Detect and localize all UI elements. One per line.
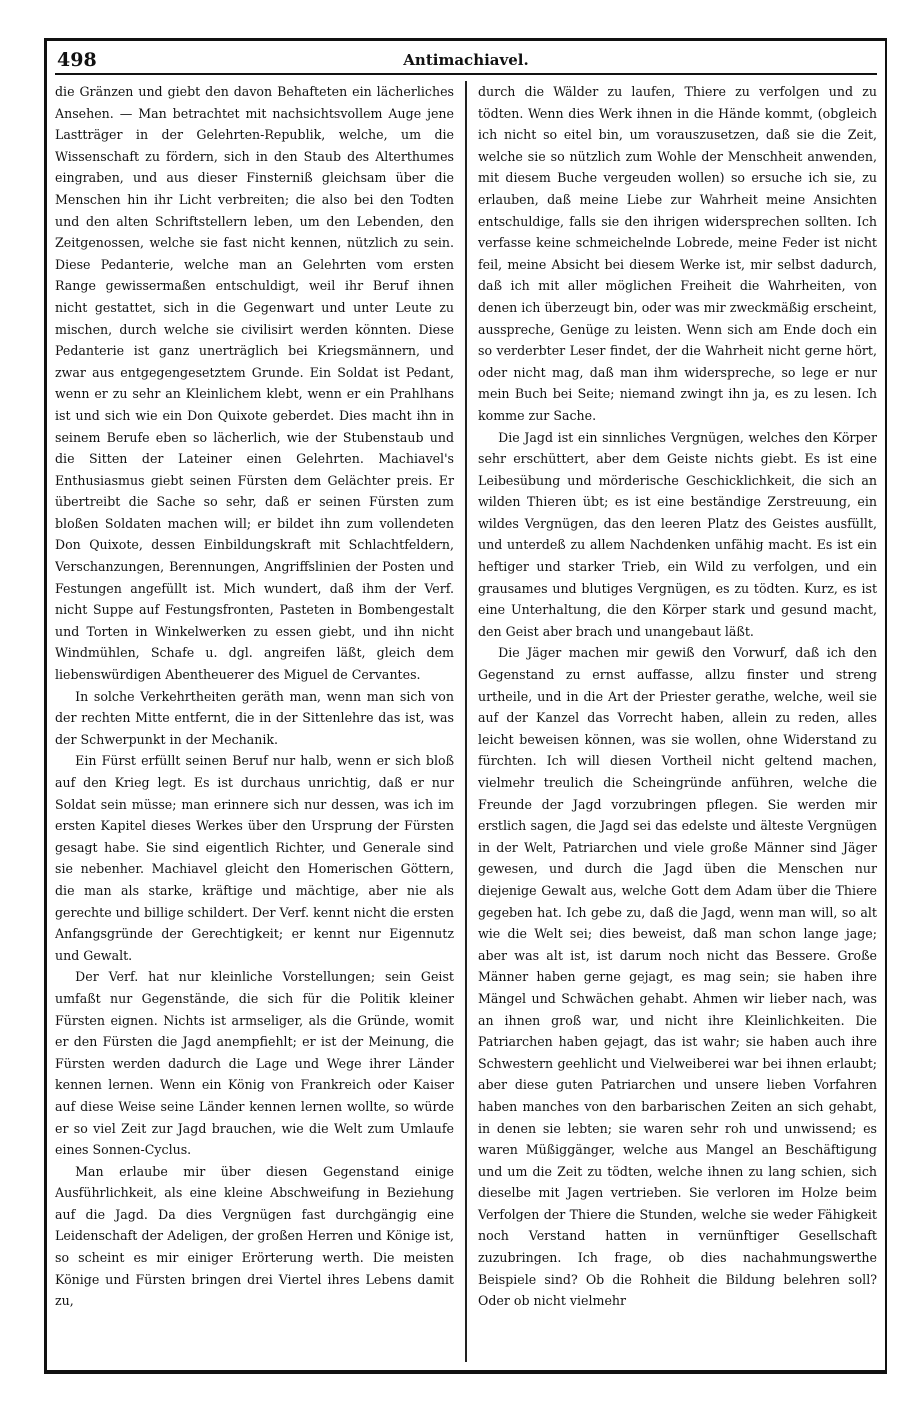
paragraph: Der Verf. hat nur kleinliche Vorstellungen; sein Geist umfaßt nur Gegenstände, die sich für die Politik kleiner Fürsten eignen. Nichts ist armseliger, als die Gründe, womit er den Fürsten die Jagd anempfiehlt; er ist der Meinung, die Fürsten werden dadurch die Lage und Wege ihrer Länder kennen lernen. Wenn ein König von Frankreich oder Kaiser auf diese Weise seine Länder kennen lernen wollte, so würde er so viel Zeit zur Jagd brauchen, wie die Welt zum Umlaufe eines Sonnen-Cyclus. [55, 969, 454, 1158]
paragraph: durch die Wälder zu laufen, Thiere zu verfolgen und zu tödten. Wenn dies Werk ihnen in die Hände kommt, (obgleich ich nicht so eitel bin, um vorauszusetzen, daß sie die Zeit, welche sie so nützlich zum Wohle der Menschheit anwenden, mit diesem Buche vergeuden wollen) so ersuche ich sie, zu erlauben, daß meine Liebe zur Wahrheit meine Ansichten entschuldige, falls sie den ihrigen widersprechen sollten. Ich verfasse keine schmeichelnde Lobrede, meine Feder ist nicht feil, meine Absicht bei diesem Werke ist, mir selbst dadurch, daß ich mit aller möglichen Freiheit die Wahrheiten, von denen ich überzeugt bin, oder was mir zweckmäßig erscheint, ausspreche, Genüge zu leisten. Wenn sich am Ende doch ein so verderbter Leser findet, der die Wahrheit nicht gerne hört, oder nicht mag, daß man ihm widerspreche, so lege er nur mein Buch bei Seite; niemand zwingt ihn ja, es zu lesen. Ich komme zur Sache. [478, 84, 877, 423]
column-divider [465, 81, 467, 1362]
paragraph: Die Jäger machen mir gewiß den Vorwurf, daß ich den Gegenstand zu ernst auffasse, allzu finster und streng urtheile, und in die Art der Priester gerathe, welche, weil sie auf der Kanzel das Vorrecht haben, allein zu reden, alles leicht beweisen können, was sie wollen, ohne Widerstand zu fürchten. Ich will diesen Vortheil nicht geltend machen, vielmehr treulich die Scheingründe anführen, welche die Freunde der Jagd vorzubringen pflegen. Sie werden mir erstlich sagen, die Jagd sei das edelste und älteste Vergnügen in der Welt, Patriarchen und viele große Männer sind Jäger gewesen, und durch die Jagd üben die Menschen nur diejenige Gewalt aus, welche Gott dem Adam über die Thiere gegeben hat. Ich gebe zu, daß die Jagd, wenn man will, so alt wie die Welt sei; dies beweist, daß man schon lange jage; aber was alt ist, ist darum noch nicht das Bessere. Große Männer haben gerne gejagt, es mag sein; sie haben ihre Mängel und Schwächen gehabt. Ahmen wir lieber nach, was an ihnen groß war, und nicht ihre Kleinlichkeiten. Die Patriarchen haben gejagt, das ist wahr; sie haben auch ihre Schwestern geehlicht und Vielweiberei war bei ihnen erlaubt; aber diese guten Patriarchen und unsere lieben Vorfahren haben manches von den barbarischen Zeiten an sich gehabt, in denen sie lebten; sie waren sehr roh und unwissend; es waren Müßiggänger, welche aus Mangel an Beschäftigung und um die Zeit zu tödten, welche ihnen zu lang schien, sich dieselbe mit Jagen vertrieben. Sie verloren im Holze beim Verfolgen der Thiere die Stunden, welche sie weder Fähigkeit noch Verstand hatten in vernünftiger Gesellschaft zuzubringen. Ich frage, ob dies nachahmungswerthe Beispiele sind? Ob die Rohheit die Bildung belehren soll? Oder ob nicht vielmehr [478, 645, 877, 1309]
paragraph: Man erlaube mir über diesen Gegenstand einige Ausführlichkeit, als eine kleine Abschweifung in Beziehung auf die Jagd. Da dies Vergnügen fast durchgängig eine Leidenschaft der Adeligen, der großen Herren und Könige ist, so scheint es mir einiger Erörterung werth. Die meisten Könige und Fürsten bringen drei Viertel ihres Lebens damit zu, [55, 1163, 454, 1309]
right-column [470, 81, 877, 1362]
paragraph: Ein Fürst erfüllt seinen Beruf nur halb, wenn er sich bloß auf den Krieg legt. Es ist durchaus unrichtig, daß er nur Soldat sein müsse; man erinnere sich nur dessen, was ich im ersten Kapitel dieses Werkes über den Ursprung der Fürsten gesagt habe. Sie sind eigentlich Richter, und Generale sind sie nebenher. Machiavel gleicht den Homerischen Göttern, die man als starke, kräftige und mächtige, aber nie als gerechte und billige schildert. Der Verf. kennt nicht die ersten Anfangsgründe der Gerechtigkeit; er kennt nur Eigennutz und Gewalt. [55, 753, 454, 963]
page-header [55, 47, 877, 75]
page-number: 498 [57, 49, 97, 71]
paragraph: die Gränzen und giebt den davon Behafteten ein lächerliches Ansehen. — Man betrachtet mit nachsichtsvollem Auge jene Lastträger in der Gelehrten-Republik, welche, um die Wissenschaft zu fördern, sich in den Staub des Alterthumes eingraben, und aus dieser Finsterniß gleichsam über die Menschen hin ihr Licht verbreiten; die also bei den Todten und den alten Schriftstellern leben, um den Lebenden, den Zeitgenossen, welche sie fast nicht kennen, nützlich zu sein. Diese Pedanterie, welche man an Gelehrten vom ersten Range gewissermaßen entschuldigt, weil ihr Beruf ihnen nicht gestattet, sich in die Gegenwart und unter Leute zu mischen, durch welche sie civilisirt werden könnten. Diese Pedanterie ist ganz unerträglich bei Kriegsmännern, und zwar aus entgegengesetztem Grunde. Ein Soldat ist Pedant, wenn er zu sehr an Kleinlichem klebt, wenn er ein Prahlhans ist und sich wie ein Don Quixote geberdet. Dies macht ihn in seinem Berufe eben so lächerlich, wie der Stubenstaub und die Sitten der Lateiner einen Gelehrten. Machiavel's Enthusiasmus giebt seinen Fürsten dem Gelächter preis. Er übertreibt die Sache so sehr, daß er seinen Fürsten zum bloßen Soldaten machen will; er bildet ihn zum vollendeten Don Quixote, dessen Einbildungskraft mit Schlachtfeldern, Verschanzungen, Berennungen, Angriffslinien der Posten und Festungen angefüllt ist. Mich wundert, daß ihm der Verf. nicht Suppe auf Festungsfronten, Pasteten in Bombengestalt und Torten in Winkelwerken zu essen giebt, und ihn nicht Windmühlen, Schafe u. dgl. angreifen läßt, gleich dem liebenswürdigen Abentheuerer des Miguel de Cervantes. [55, 84, 454, 683]
running-title: Antimachiavel. [403, 51, 529, 69]
paragraph: In solche Verkehrtheiten geräth man, wenn man sich von der rechten Mitte entfernt, die in der Sittenlehre das ist, was der Schwerpunkt in der Mechanik. [55, 688, 454, 747]
text-columns [55, 81, 877, 1362]
paragraph: Die Jagd ist ein sinnliches Vergnügen, welches den Körper sehr erschüttert, aber dem Geiste nichts giebt. Es ist eine Leibesübung und mörderische Geschicklichkeit, die sich an wilden Thieren übt; es ist eine beständige Zerstreuung, ein wildes Vergnügen, das den leeren Platz des Geistes ausfüllt, und unterdeß zu allem Nachdenken unfähig macht. Es ist ein heftiger und starker Trieb, ein Wild zu verfolgen, und ein grausames und blutiges Vergnügen, es zu tödten. Kurz, es ist eine Unterhaltung, die den Körper stark und gesund macht, den Geist aber brach und unangebaut läßt. [478, 429, 877, 639]
left-column [55, 81, 462, 1362]
page-frame [44, 38, 887, 1374]
